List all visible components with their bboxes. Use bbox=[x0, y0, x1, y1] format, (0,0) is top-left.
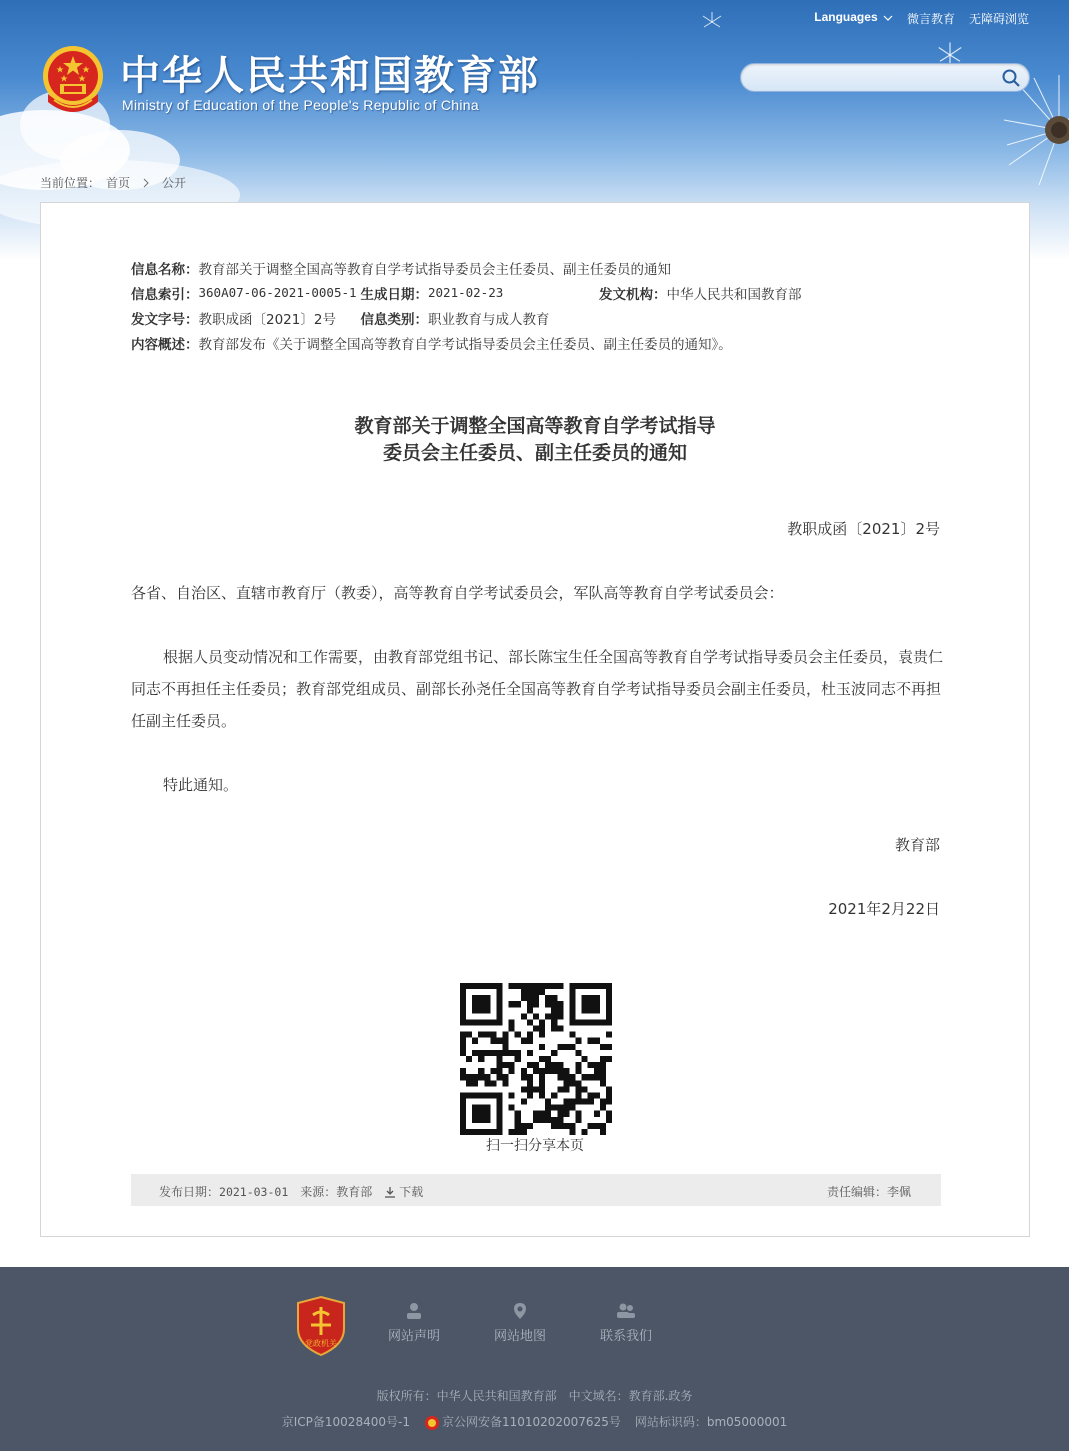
article-container bbox=[40, 202, 1030, 1237]
info-bar-left bbox=[159, 1183, 423, 1200]
search-icon[interactable] bbox=[1001, 68, 1021, 88]
publish-date-label: 发布日期： bbox=[159, 1185, 220, 1199]
index-label: 信息索引： bbox=[131, 286, 199, 303]
footer-link-contact[interactable] bbox=[586, 1301, 666, 1344]
site-title-english[interactable]: Ministry of Education of the People's Republic of China bbox=[122, 97, 479, 113]
qr-code-icon bbox=[460, 983, 612, 1135]
docno-label: 发文字号： bbox=[131, 311, 199, 328]
meta-row-index bbox=[131, 280, 802, 305]
badge-text: 党政机关 bbox=[305, 1339, 337, 1348]
signature-date: 2021年2月22日 bbox=[828, 900, 940, 918]
generated-date-label: 生成日期： bbox=[360, 286, 428, 303]
footer-link-sitemap[interactable] bbox=[480, 1301, 560, 1344]
chevron-right-icon bbox=[142, 178, 150, 188]
breadcrumb-home-link[interactable]: 首页 bbox=[106, 176, 131, 190]
editor-label: 责任编辑： bbox=[826, 1185, 887, 1199]
editor-value: 李佩 bbox=[886, 1185, 911, 1199]
document-metadata bbox=[131, 255, 802, 355]
site-title-chinese[interactable]: 中华人民共和国教育部 bbox=[120, 53, 540, 99]
languages-link[interactable] bbox=[814, 10, 893, 27]
breadcrumb-public-link[interactable]: 公开 bbox=[162, 176, 187, 190]
source-label: 来源： bbox=[300, 1185, 337, 1199]
registration-info bbox=[0, 1413, 1069, 1431]
issuer-value: 中华人民共和国教育部 bbox=[666, 286, 802, 303]
footer-link-label: 联系我们 bbox=[599, 1329, 652, 1344]
meta-row-info-name bbox=[131, 255, 802, 280]
footer-link-label: 网站地图 bbox=[493, 1329, 546, 1344]
download-icon bbox=[384, 1186, 396, 1198]
breadcrumb bbox=[40, 174, 186, 191]
seed-decoration bbox=[700, 10, 724, 34]
site-id: 网站标识码：bm05000001 bbox=[634, 1415, 788, 1430]
article-paragraph: 特此通知。 bbox=[163, 776, 239, 794]
summary-value: 教育部发布《关于调整全国高等教育自学考试指导委员会主任委员、副主任委员的通知》。 bbox=[198, 336, 732, 353]
user-icon bbox=[404, 1301, 424, 1321]
editor bbox=[827, 1183, 911, 1200]
police-record-link[interactable] bbox=[424, 1413, 621, 1431]
article-title bbox=[41, 413, 1029, 467]
search-input[interactable] bbox=[753, 68, 993, 88]
footer-link-label: 网站声明 bbox=[387, 1329, 440, 1344]
source-value: 教育部 bbox=[336, 1185, 373, 1199]
meta-row-summary bbox=[131, 330, 802, 355]
icp-link[interactable]: 京ICP备10028400号-1 bbox=[281, 1415, 410, 1430]
info-name-label: 信息名称： bbox=[131, 261, 199, 278]
download-label: 下载 bbox=[399, 1185, 424, 1199]
qr-caption: 扫一扫分享本页 bbox=[486, 1138, 584, 1154]
index-value: 360A07-06-2021-0005-1 bbox=[198, 285, 357, 300]
languages-label: Languages bbox=[814, 10, 878, 24]
meta-row-docno bbox=[131, 305, 802, 330]
chevron-down-icon bbox=[883, 14, 893, 22]
source bbox=[300, 1183, 372, 1200]
category-value: 职业教育与成人教育 bbox=[428, 311, 550, 328]
copyright: 版权所有：中华人民共和国教育部 中文域名：教育部.政务 bbox=[376, 1389, 693, 1403]
police-emblem-icon bbox=[424, 1415, 440, 1431]
national-emblem-icon bbox=[40, 44, 106, 114]
police-record-label: 京公网安备11010202007625号 bbox=[441, 1415, 621, 1429]
article-salutation: 各省、自治区、直辖市教育厅（教委），高等教育自学考试委员会，军队高等教育自学考试委员会： bbox=[131, 584, 784, 602]
document-number: 教职成函〔2021〕2号 bbox=[787, 520, 940, 538]
article-paragraph: 根据人员变动情况和工作需要，由教育部党组书记、部长陈宝生任全国高等教育自学考试指导委员会主任委员，袁贵仁同志不再担任主任委员；教育部党组成员、副部长孙尧任全国高等教育自学考试指导委员会副主任委员，杜玉波同志不再担任副主任委员。 bbox=[131, 648, 944, 730]
publish-date bbox=[159, 1183, 288, 1200]
issuer-label: 发文机构： bbox=[599, 286, 667, 303]
summary-label: 内容概述： bbox=[131, 336, 199, 353]
article-info-bar bbox=[131, 1174, 941, 1206]
article-title-line: 教育部关于调整全国高等教育自学考试指导 bbox=[354, 415, 716, 437]
article-title-line: 委员会主任委员、副主任委员的通知 bbox=[382, 442, 687, 464]
download-button[interactable] bbox=[384, 1183, 423, 1200]
breadcrumb-prefix: 当前位置： bbox=[40, 176, 101, 190]
publish-date-value: 2021-03-01 bbox=[219, 1185, 289, 1199]
weiyan-link[interactable]: 微言教育 bbox=[906, 12, 955, 26]
contacts-icon bbox=[615, 1301, 637, 1321]
site-footer bbox=[0, 1267, 1069, 1451]
category-label: 信息类别： bbox=[360, 311, 428, 328]
top-links bbox=[814, 10, 1029, 27]
accessibility-link[interactable]: 无障碍浏览 bbox=[968, 12, 1029, 26]
map-pin-icon bbox=[510, 1301, 530, 1321]
info-name-value: 教育部关于调整全国高等教育自学考试指导委员会主任委员、副主任委员的通知 bbox=[198, 261, 671, 278]
signature-organization: 教育部 bbox=[894, 836, 940, 854]
party-government-badge-icon[interactable] bbox=[294, 1295, 348, 1357]
search-box bbox=[740, 63, 1030, 92]
generated-date-value: 2021-02-23 bbox=[428, 285, 504, 300]
docno-value: 教职成函〔2021〕2号 bbox=[198, 311, 336, 328]
footer-link-statement[interactable] bbox=[374, 1301, 454, 1344]
